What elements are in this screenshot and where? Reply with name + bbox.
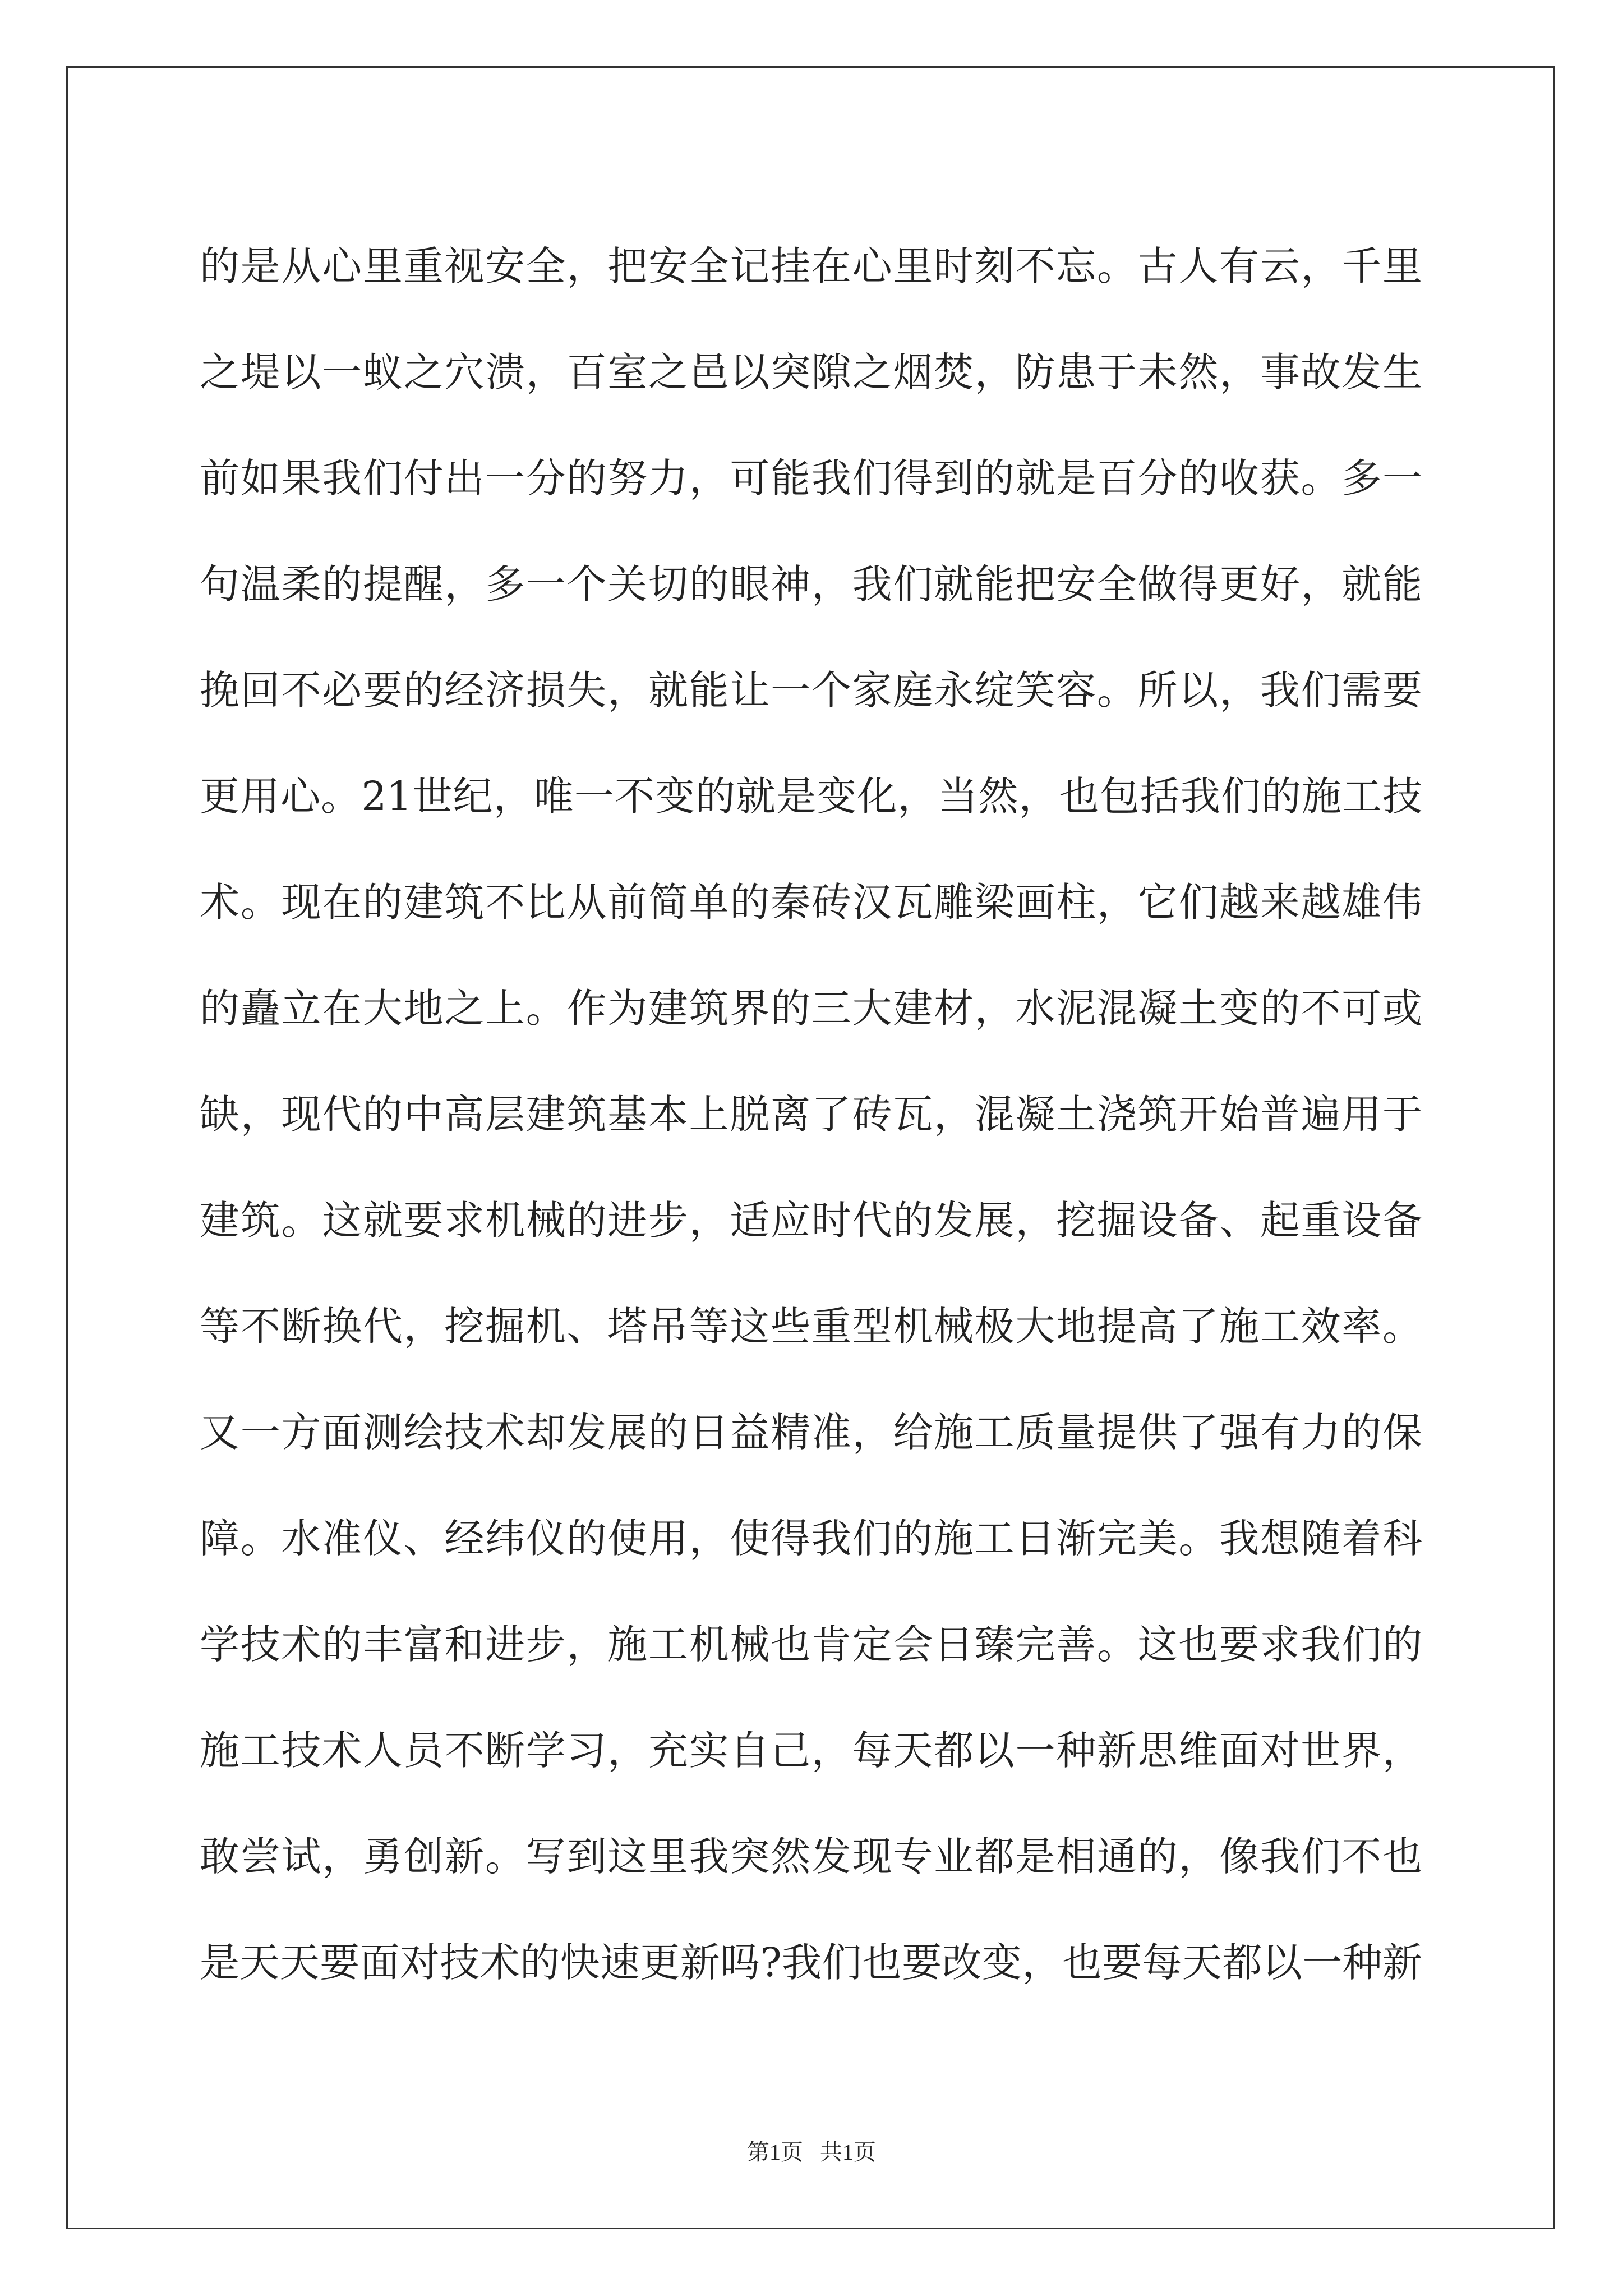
- text-line-9: 缺，现代的中高层建筑基本上脱离了砖瓦，混凝土浇筑开始普遍用于: [200, 1091, 1422, 1138]
- document-body: [200, 213, 1422, 2016]
- text-line-3: 前如果我们付出一分的努力，可能我们得到的就是百分的收获。多一: [200, 455, 1422, 501]
- text-line-14: 学技术的丰富和进步，施工机械也肯定会日臻完善。这也要求我们的: [200, 1621, 1422, 1668]
- text-line-7: 术。现在的建筑不比从前简单的秦砖汉瓦雕梁画柱，它们越来越雄伟: [200, 879, 1422, 926]
- text-line-12: 又一方面测绘技术却发展的日益精准，给施工质量提供了强有力的保: [200, 1409, 1422, 1456]
- text-line-2: 之堤以一蚁之穴溃，百室之邑以突隙之烟焚，防患于未然，事故发生: [200, 349, 1422, 395]
- text-line-10: 建筑。这就要求机械的进步，适应时代的发展，挖掘设备、起重设备: [200, 1197, 1422, 1244]
- text-line-16: 敢尝试，勇创新。写到这里我突然发现专业都是相通的，像我们不也: [200, 1833, 1422, 1880]
- text-line-13: 障。水准仪、经纬仪的使用，使得我们的施工日渐完美。我想随着科: [200, 1515, 1422, 1562]
- page-footer: 第1页 共1页: [747, 2139, 876, 2165]
- text-line-17: 是天天要面对技术的快速更新吗?我们也要改变，也要每天都以一种新: [200, 1939, 1422, 1986]
- text-line-4: 句温柔的提醒，多一个关切的眼神，我们就能把安全做得更好，就能: [200, 561, 1422, 608]
- text-line-11: 等不断换代，挖掘机、塔吊等这些重型机械极大地提高了施工效率。: [200, 1303, 1422, 1350]
- text-line-15: 施工技术人员不断学习，充实自己，每天都以一种新思维面对世界，: [200, 1727, 1422, 1774]
- text-line-5: 挽回不必要的经济损失，就能让一个家庭永绽笑容。所以，我们需要: [200, 667, 1422, 714]
- text-line-1: 的是从心里重视安全，把安全记挂在心里时刻不忘。古人有云，千里: [200, 243, 1422, 289]
- text-line-6: 更用心。21世纪，唯一不变的就是变化，当然，也包括我们的施工技: [200, 773, 1422, 820]
- text-line-8: 的矗立在大地之上。作为建筑界的三大建材，水泥混凝土变的不可或: [200, 985, 1422, 1032]
